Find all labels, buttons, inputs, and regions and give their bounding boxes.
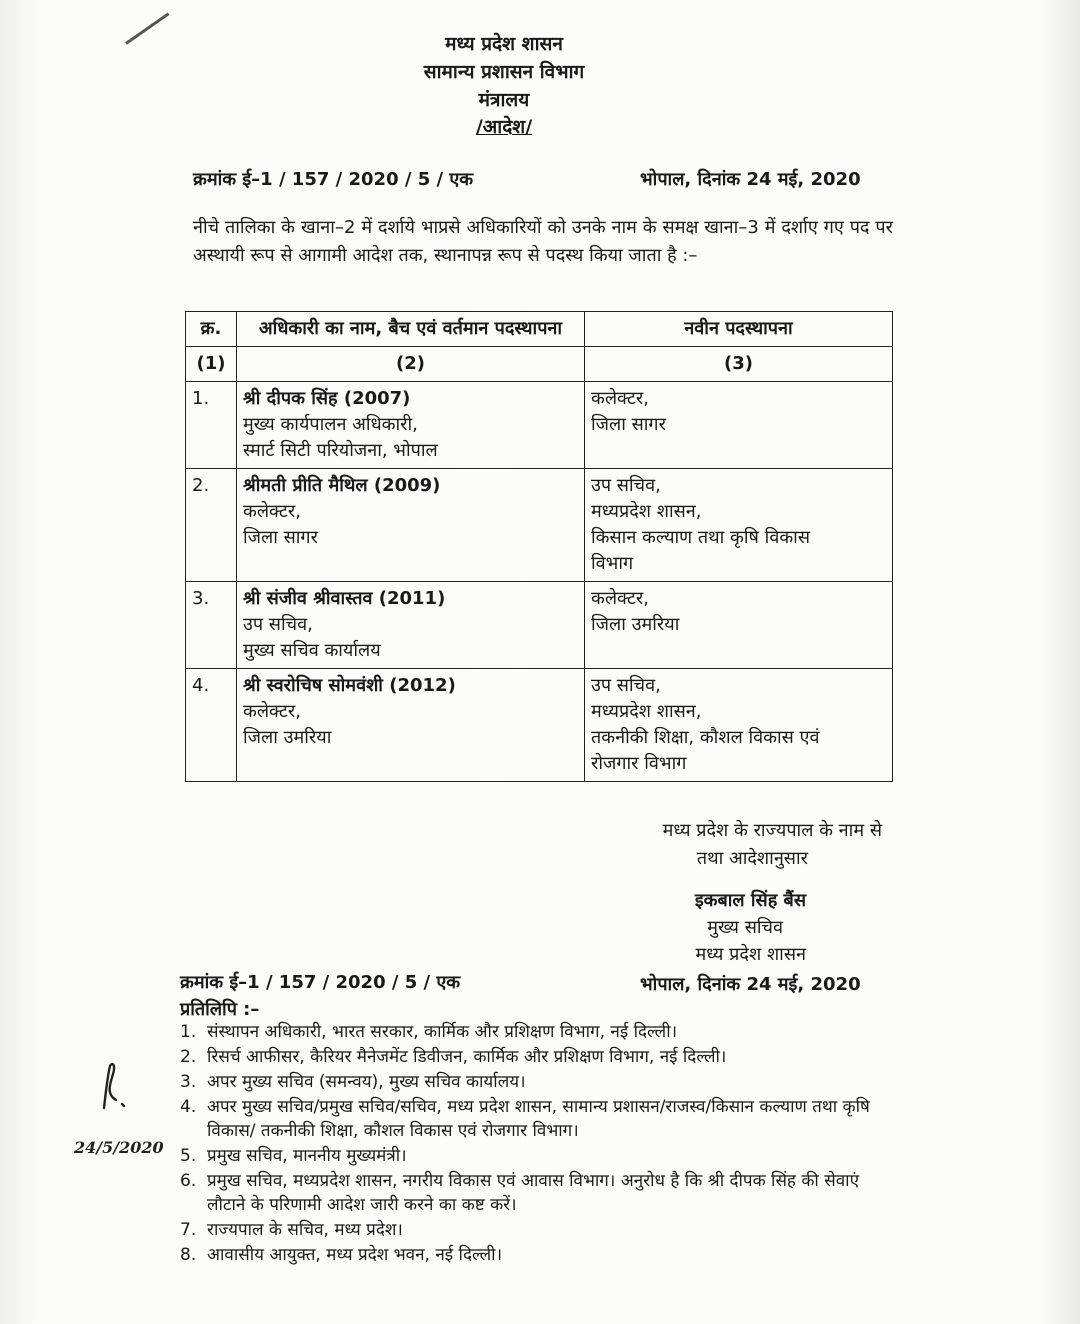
new-posting-line: रोजगार विभाग [591,753,687,774]
new-posting-line: मध्यप्रदेश शासन, [591,701,702,722]
row-serial: 4. [186,669,237,782]
list-item [180,1070,892,1094]
handwritten-date: 24/5/2020 [74,1138,164,1157]
list-item [180,1020,892,1044]
officer-name: श्री दीपक सिंह (2007) [243,388,411,409]
list-item-text: राज्यपाल के सचिव, मध्य प्रदेश। [207,1220,403,1240]
list-item-text: संस्थापन अधिकारी, भारत सरकार, कार्मिक और प्रशिक्षण विभाग, नई दिल्ली। [207,1022,678,1042]
copy-heading: प्रतिलिपि :– [180,999,260,1020]
column-header-new-posting: नवीन पदस्थापना [585,312,893,347]
signatory-designation: मुख्य सचिव [707,917,783,938]
new-posting-cell [585,582,893,669]
row-serial: 3. [186,582,237,669]
table-row [186,382,893,469]
current-posting-line: स्मार्ट सिटी परियोजना, भोपाल [243,440,438,461]
current-posting-line: कलेक्टर, [243,701,301,722]
list-item [180,1218,892,1242]
list-item-number: 5. [180,1146,197,1166]
row-serial: 2. [186,469,237,582]
signatory-office: मध्य प्रदेश शासन [695,944,806,965]
current-posting-line: जिला सागर [243,527,318,548]
new-posting-line: उप सचिव, [591,475,661,496]
new-posting-cell [585,469,893,582]
officer-cell [237,582,585,669]
row-serial: 1. [186,382,237,469]
current-posting-line: मुख्य कार्यपालन अधिकारी, [243,414,418,435]
list-item-text: अपर मुख्य सचिव (समन्वय), मुख्य सचिव कार्यालय। [207,1072,526,1092]
header-department: सामान्य प्रशासन विभाग [423,61,585,83]
column-number: (1) [186,347,237,382]
copy-reference-number: क्रमांक ई–1 / 157 / 2020 / 5 / एक [180,972,461,993]
current-posting-line: मुख्य सचिव कार्यालय [243,640,381,661]
current-posting-line: उप सचिव, [243,614,313,635]
officer-cell [237,469,585,582]
header-ministry: मंत्रालय [478,89,530,111]
handwritten-initials [96,1060,132,1112]
list-item [180,1095,892,1143]
officer-name: श्री संजीव श्रीवास्तव (2011) [243,588,446,609]
list-item [180,1045,892,1069]
list-item-text: रिसर्च आफीसर, कैरियर मैनेजमेंट डिवीजन, कार्मिक और प्रशिक्षण विभाग, नई दिल्ली। [207,1047,727,1067]
list-item-number: 3. [180,1072,197,1092]
list-item-number: 8. [180,1245,197,1265]
signature-order-line: तथा आदेशानुसार [696,848,808,869]
new-posting-line: उप सचिव, [591,675,661,696]
list-item-number: 1. [180,1022,197,1042]
list-item-number: 6. [180,1171,197,1191]
column-number: (2) [237,347,585,382]
new-posting-line: विभाग [591,553,634,574]
officer-name: श्रीमती प्रीति मैथिल (2009) [243,475,441,496]
table-row [186,469,893,582]
list-item [180,1144,892,1168]
posting-table [185,311,893,782]
order-date: भोपाल, दिनांक 24 मई, 2020 [640,169,861,190]
list-item-number: 7. [180,1220,197,1240]
list-item [180,1243,892,1267]
signatory-name: इकबाल सिंह बैंस [694,890,806,911]
officer-cell [237,669,585,782]
new-posting-line: जिला उमरिया [591,614,680,635]
new-posting-cell [585,669,893,782]
column-number: (3) [585,347,893,382]
table-row [186,582,893,669]
list-item [180,1169,892,1217]
list-item-text: अपर मुख्य सचिव/प्रमुख सचिव/सचिव, मध्य प्रदेश शासन, सामान्य प्रशासन/राजस्व/किसान कल्याण तथा कृषि विकास/ तकनीकी शिक्षा, कौशल विकास एवं रोजगार विभाग। [207,1097,870,1141]
list-item-text: प्रमुख सचिव, माननीय मुख्यमंत्री। [207,1146,407,1166]
new-posting-line: कलेक्टर, [591,388,649,409]
new-posting-cell [585,382,893,469]
table-row [186,669,893,782]
officer-cell [237,382,585,469]
column-header-serial: क्र. [186,312,237,347]
table-header-row [186,312,893,347]
copy-recipient-list [180,1020,892,1268]
list-item-text: प्रमुख सचिव, मध्यप्रदेश शासन, नगरीय विकास एवं आवास विभाग। अनुरोध है कि श्री दीपक सिंह की सेवाएं लौटाने के परिणामी आदेश जारी करने का कष्ट करें। [207,1171,859,1215]
copy-date: भोपाल, दिनांक 24 मई, 2020 [640,974,861,995]
officer-name: श्री स्वरोचिष सोमवंशी (2012) [243,675,456,696]
column-header-officer: अधिकारी का नाम, बैच एवं वर्तमान पदस्थापना [237,312,585,347]
list-item-text: आवासीय आयुक्त, मध्य प्रदेश भवन, नई दिल्ली। [207,1245,503,1265]
new-posting-line: जिला सागर [591,414,666,435]
signature-authority-line: मध्य प्रदेश के राज्यपाल के नाम से [662,820,882,841]
current-posting-line: जिला उमरिया [243,727,332,748]
new-posting-line: कलेक्टर, [591,588,649,609]
list-item-number: 2. [180,1047,197,1067]
new-posting-line: किसान कल्याण तथा कृषि विकास [591,527,810,548]
order-reference-number: क्रमांक ई–1 / 157 / 2020 / 5 / एक [193,169,474,190]
new-posting-line: मध्यप्रदेश शासन, [591,501,702,522]
order-intro-paragraph: नीचे तालिका के खाना–2 में दर्शाये भाप्रसे अधिकारियों को उनके नाम के समक्ष खाना–3 में दर्शाए गए पद पर अस्थायी रूप से आगामी आदेश तक, स्थानापन्न रूप से पदस्थ किया जाता है :– [193,217,893,266]
current-posting-line: कलेक्टर, [243,501,301,522]
list-item-number: 4. [180,1097,197,1117]
table-number-row [186,347,893,382]
header-government: मध्य प्रदेश शासन [445,33,563,55]
header-order-label: /आदेश/ [475,116,533,138]
new-posting-line: तकनीकी शिक्षा, कौशल विकास एवं [591,727,820,748]
